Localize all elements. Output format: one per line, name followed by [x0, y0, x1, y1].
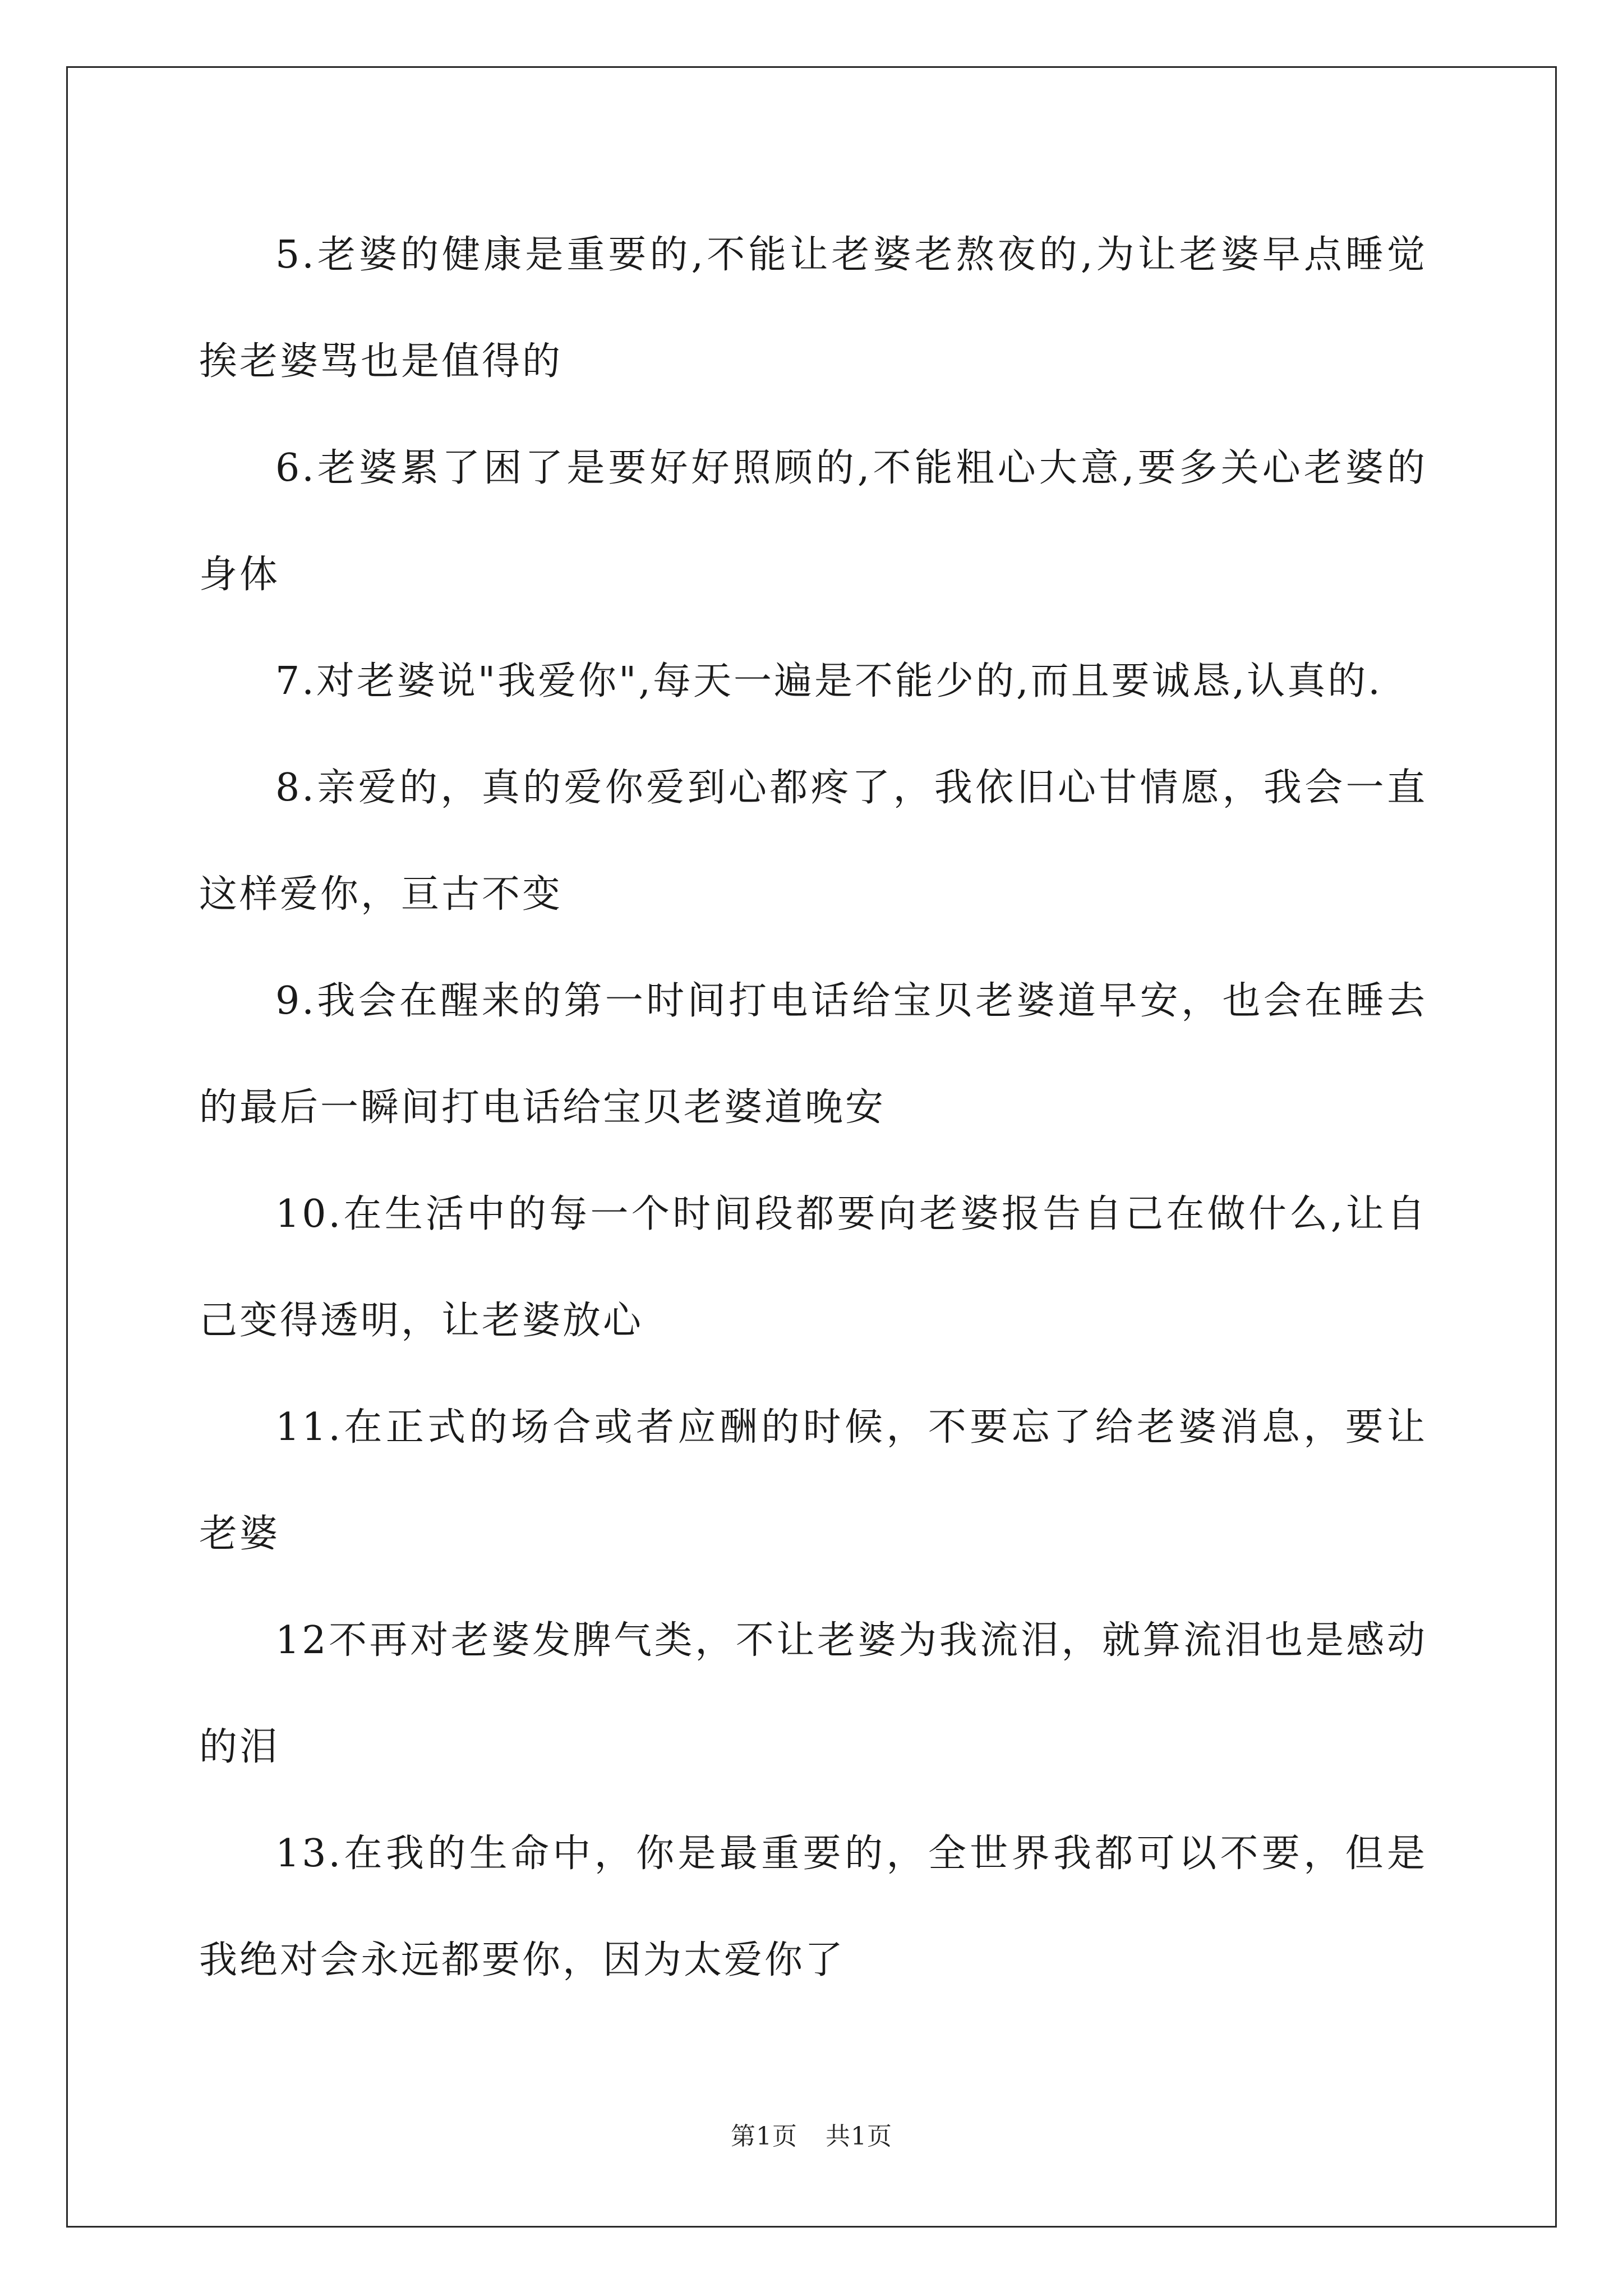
page-footer: [0, 2116, 1623, 2152]
paragraph-12: 12不再对老婆发脾气类，不让老婆为我流泪，就算流泪也是感动的泪: [199, 1618, 1427, 1769]
paragraph-8: 8.亲爱的，真的爱你爱到心都疼了，我依旧心甘情愿，我会一直这样爱你，亘古不变: [199, 766, 1427, 917]
page-total: 共1页: [826, 2122, 892, 2151]
paragraph-6: 6.老婆累了困了是要好好照顾的,不能粗心大意,要多关心老婆的身体: [199, 446, 1427, 597]
paragraph-13: 13.在我的生命中，你是最重要的，全世界我都可以不要，但是我绝对会永远都要你，因为太爱你了: [199, 1832, 1427, 1982]
paragraph-10: 10.在生活中的每一个时间段都要向老婆报告自己在做什么,让自己变得透明，让老婆放心: [199, 1192, 1427, 1343]
document-body: [199, 202, 1427, 2014]
paragraph-5: 5.老婆的健康是重要的,不能让老婆老熬夜的,为让老婆早点睡觉挨老婆骂也是值得的: [199, 233, 1427, 384]
paragraph-7: 7.对老婆说"我爱你",每天一遍是不能少的,而且要诚恳,认真的.: [275, 659, 1382, 703]
paragraph-11: 11.在正式的场合或者应酬的时候，不要忘了给老婆消息，要让老婆: [199, 1405, 1427, 1556]
page-number: 第1页: [731, 2122, 797, 2151]
paragraph-9: 9.我会在醒来的第一时间打电话给宝贝老婆道早安，也会在睡去的最后一瞬间打电话给宝贝老婆道晚安: [199, 979, 1427, 1130]
